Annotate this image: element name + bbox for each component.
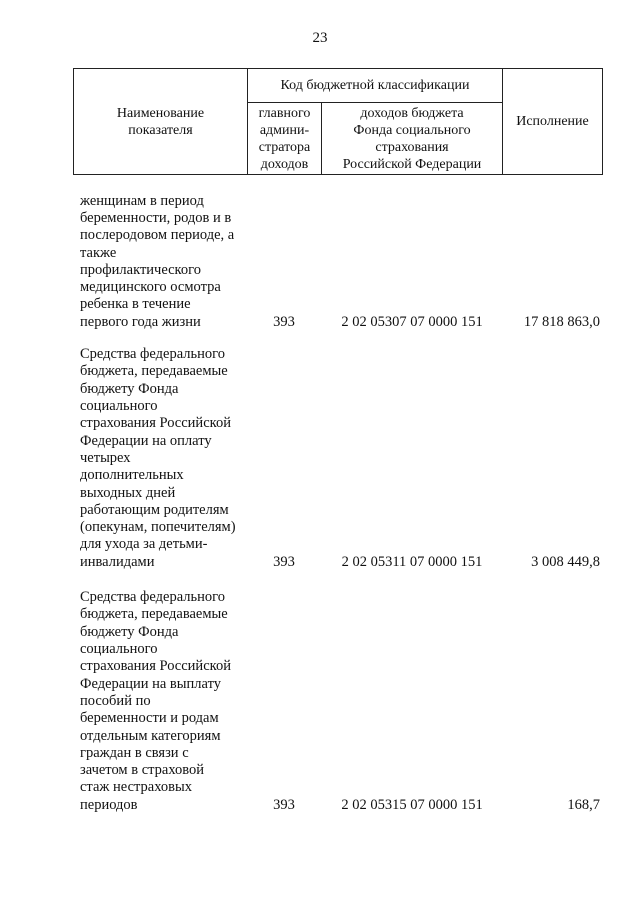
row-name-line: бюджета, передаваемые: [80, 606, 228, 623]
row-name-line: выходных дней: [80, 484, 176, 501]
row-income-code: 2 02 05311 07 0000 151: [341, 553, 483, 570]
row-name-line: бюджета, передаваемые: [80, 363, 228, 380]
row-name-line: зачетом в страховой: [80, 762, 205, 779]
row-name-line: пособий по: [80, 692, 151, 709]
row-name-line: для ухода за детьми-: [80, 536, 208, 553]
row-name-line: Средства федерального: [80, 589, 225, 606]
row-amount: 17 818 863,0: [523, 313, 600, 330]
row-amount: 168,7: [567, 796, 600, 813]
header-admin-line: админи-: [259, 122, 310, 138]
row-admin-code: 393: [273, 796, 295, 813]
row-name-line: граждан в связи с: [80, 744, 189, 761]
header-admin-column: [248, 103, 321, 174]
row-name-line: также: [80, 244, 117, 261]
header-execution-column: Исполнение: [516, 114, 589, 129]
header-name-line: Наименование: [116, 105, 205, 121]
table-row: [0, 188, 640, 331]
header-admin-line: главного: [258, 105, 311, 121]
row-name-line: Федерации на оплату: [80, 432, 212, 449]
row-name-line: периодов: [80, 796, 138, 813]
row-name-line: беременности, родов и в: [80, 209, 232, 226]
row-name-line: послеродовом периоде, а: [80, 227, 235, 244]
page-number: 23: [312, 30, 328, 46]
header-income-column: [322, 103, 502, 174]
header-income-line: доходов бюджета: [360, 105, 464, 121]
row-name-line: инвалидами: [80, 553, 155, 570]
header-admin-line: доходов: [260, 156, 309, 172]
row-name-line: женщинам в период: [80, 192, 204, 209]
row-name-line: профилактического: [80, 261, 201, 278]
row-name: [80, 589, 265, 814]
row-name-line: страхования Российской: [80, 415, 231, 432]
row-name-line: социального: [80, 641, 158, 658]
row-admin-code: 393: [273, 313, 295, 330]
table-row: [0, 588, 640, 814]
row-name-line: ребенка в течение: [80, 296, 191, 313]
table-row: [0, 345, 640, 571]
row-income-code: 2 02 05307 07 0000 151: [341, 313, 483, 330]
row-name-line: работающим родителям: [80, 501, 229, 518]
header-name-column: [74, 69, 247, 174]
row-name: [80, 346, 265, 571]
header-income-line: Фонда социального: [353, 122, 471, 138]
row-name-line: страхования Российской: [80, 658, 231, 675]
row-name-line: бюджету Фонда: [80, 380, 179, 397]
header-code-group: Код бюджетной классификации: [280, 78, 470, 93]
row-name-line: бюджету Фонда: [80, 623, 179, 640]
row-amount: 3 008 449,8: [531, 553, 600, 570]
row-name-line: дополнительных: [80, 467, 184, 484]
row-name-line: социального: [80, 398, 158, 415]
row-name-line: Федерации на выплату: [80, 675, 221, 692]
header-income-line: Российской Федерации: [342, 156, 482, 172]
row-name-line: стаж нестраховых: [80, 779, 193, 796]
header-admin-line: стратора: [258, 139, 311, 155]
row-name-line: (опекунам, попечителям): [80, 519, 236, 536]
row-income-code: 2 02 05315 07 0000 151: [341, 796, 483, 813]
row-name-line: отдельным категориям: [80, 727, 221, 744]
row-name-line: беременности и родам: [80, 710, 219, 727]
row-name-line: медицинского осмотра: [80, 279, 221, 296]
header-name-line: показателя: [128, 122, 193, 138]
row-name-line: первого года жизни: [80, 313, 201, 330]
header-income-line: страхования: [375, 139, 449, 155]
row-name-line: Средства федерального: [80, 346, 225, 363]
row-name: [80, 193, 265, 331]
row-name-line: четырех: [80, 449, 131, 466]
row-admin-code: 393: [273, 553, 295, 570]
